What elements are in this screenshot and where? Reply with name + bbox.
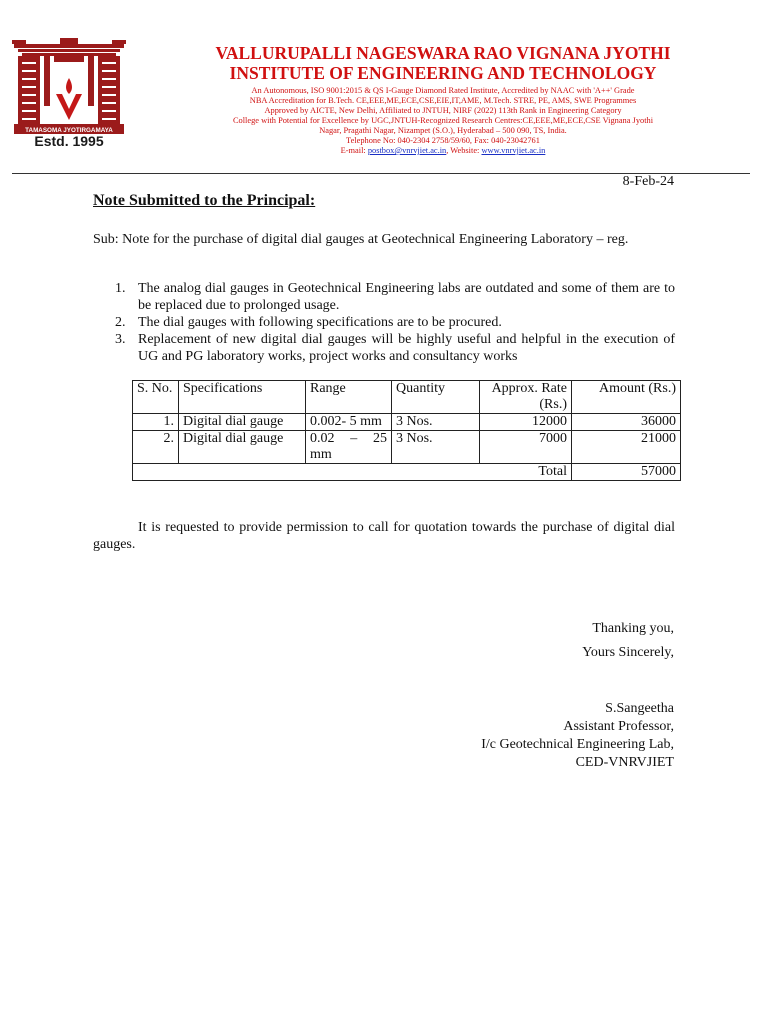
note-date: 8-Feb-24 — [622, 174, 674, 189]
header-amount: Amount (Rs.) — [572, 381, 681, 414]
cell-qty: 3 Nos. — [392, 414, 480, 431]
signatory-block — [481, 700, 674, 772]
points-list — [93, 280, 675, 365]
subject-line: Sub: Note for the purchase of digital dial gauges at Geotechnical Engineering Laboratory – reg. — [93, 232, 629, 247]
cell-spec: Digital dial gauge — [179, 414, 306, 431]
list-item: 2. The dial gauges with following specifications are to be procured. — [115, 315, 502, 330]
cell-qty: 3 Nos. — [392, 431, 480, 464]
list-item: 1. The analog dial gauges in Geotechnical Engineering labs are outdated and some of them are to be replaced due to prolonged usage. — [115, 281, 675, 313]
logo-motto: TAMASOMA JYOTIRGAMAYA — [25, 127, 113, 134]
established-year: Estd. 1995 — [34, 133, 104, 149]
email-link[interactable]: postbox@vnrvjiet.ac.in — [367, 146, 447, 155]
specifications-table — [132, 380, 681, 481]
table-header-row — [133, 381, 681, 414]
cell-sno: 1. — [133, 414, 179, 431]
thanks-line: Thanking you, — [592, 621, 674, 636]
website-link[interactable]: www.vnrvjiet.ac.in — [481, 146, 546, 155]
telephone-line: Telephone No: 040-2304 2758/59/60, Fax: 040-23042761 — [346, 136, 540, 145]
header-quantity: Quantity — [392, 381, 480, 414]
closing-line: Yours Sincerely, — [582, 645, 674, 660]
cell-range: 0.002- 5 mm — [306, 414, 392, 431]
list-item: 3. Replacement of new digital dial gauges will be highly useful and helpful in the execution of UG and PG laboratory works, project works and consultancy works — [115, 332, 675, 364]
address-line: Nagar, Pragathi Nagar, Nizampet (S.O.), Hyderabad – 500 090, TS, India. — [319, 126, 567, 135]
table-total-row — [133, 464, 681, 481]
header-sno: S. No. — [133, 381, 179, 414]
research-line: College with Potential for Excellence by UGC,JNTUH-Recognized Research Centres:CE,EEE,ME,ECE,CSE Vignana Jyothi — [232, 116, 654, 125]
header-range: Range — [306, 381, 392, 414]
accreditation-line: An Autonomous, ISO 9001:2015 & QS I-Gauge Diamond Rated Institute, Accredited by NAAC with 'A++' Grade — [251, 86, 635, 95]
contact-line — [128, 146, 758, 156]
institute-name-line1: VALLURUPALLI NAGESWARA RAO VIGNANA JYOTHI — [215, 43, 671, 63]
institute-name-line2: INSTITUTE OF ENGINEERING AND TECHNOLOGY — [229, 63, 657, 83]
table-row — [133, 431, 681, 464]
header-specifications: Specifications — [179, 381, 306, 414]
request-paragraph: It is requested to provide permission to call for quotation towards the purchase of digital dial gauges. — [93, 520, 675, 552]
cell-amount: 21000 — [572, 431, 681, 464]
cell-range: 0.02 – 25 mm — [306, 431, 392, 464]
cell-sno: 2. — [133, 431, 179, 464]
signatory-dept: CED-VNRVJIET — [575, 755, 674, 770]
email-label: E-mail: — [340, 146, 368, 155]
signatory-name: S.Sangeetha — [605, 701, 674, 716]
table-row — [133, 414, 681, 431]
signatory-role: I/c Geotechnical Engineering Lab, — [481, 737, 674, 752]
website-label: , Website: — [446, 146, 482, 155]
note-title: Note Submitted to the Principal: — [93, 192, 316, 209]
cell-rate: 7000 — [480, 431, 572, 464]
total-label: Total — [133, 464, 572, 481]
signatory-designation: Assistant Professor, — [563, 719, 674, 734]
approval-line: Approved by AICTE, New Delhi, Affiliated to JNTUH, NIRF (2022) 113th Rank in Engineering Category — [264, 106, 622, 115]
cell-rate: 12000 — [480, 414, 572, 431]
cell-amount: 36000 — [572, 414, 681, 431]
total-amount: 57000 — [572, 464, 681, 481]
nba-line: NBA Accreditation for B.Tech. CE,EEE,ME,ECE,CSE,EIE,IT,AME, M.Tech. STRE, PE, AMS, SWE Programmes — [249, 96, 637, 105]
cell-spec: Digital dial gauge — [179, 431, 306, 464]
header-rate: Approx. Rate (Rs.) — [480, 381, 572, 414]
